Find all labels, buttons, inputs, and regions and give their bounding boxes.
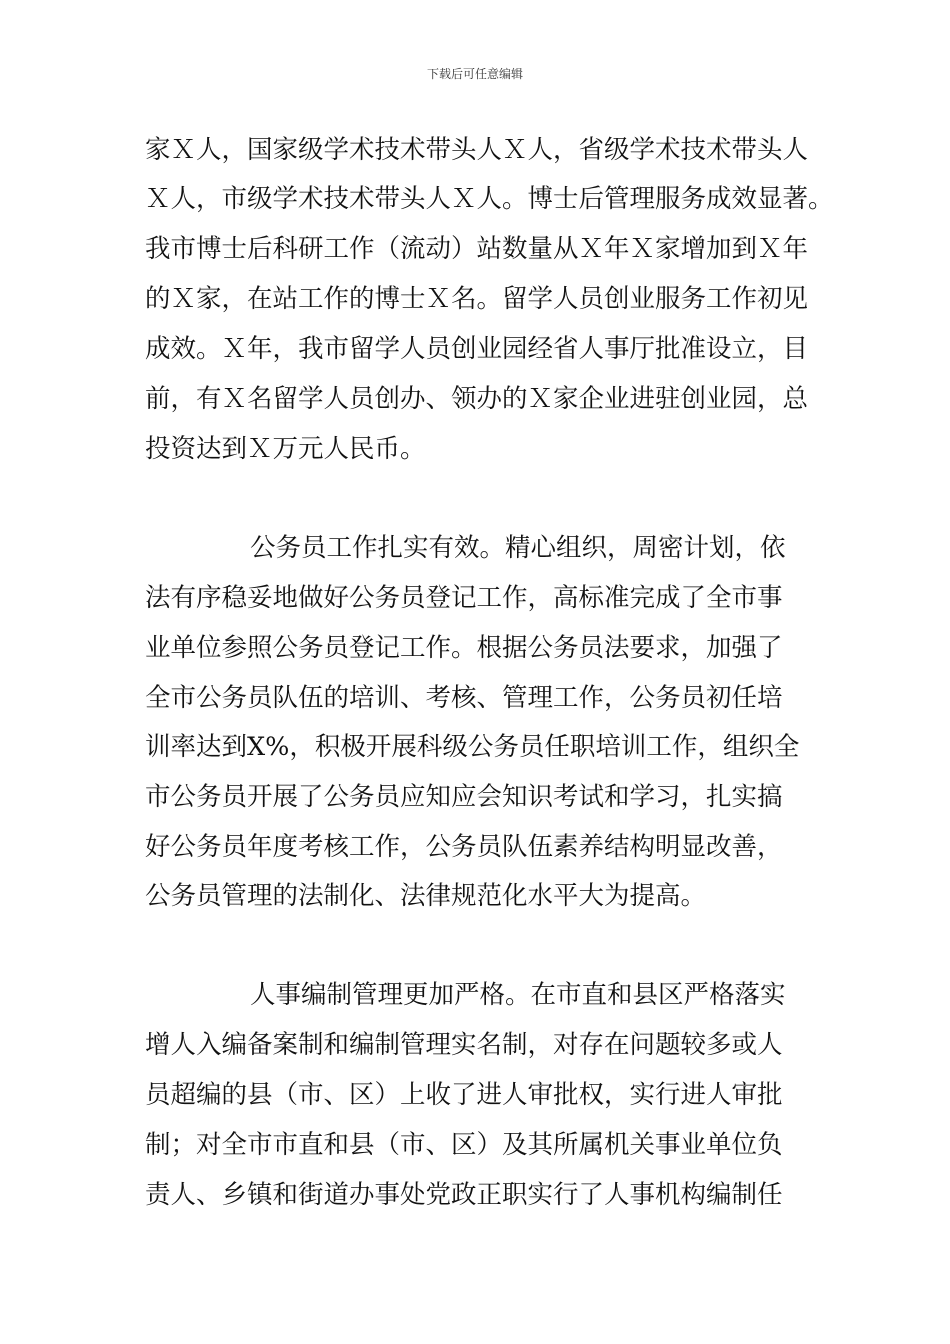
text-line: 人事编制管理更加严格。在市直和县区严格落实: [250, 980, 786, 1010]
text-line: Ｘ人，市级学术技术带头人Ｘ人。博士后管理服务成效显著。: [145, 184, 834, 214]
text-line: 公务员管理的法制化、法律规范化水平大为提高。: [145, 881, 707, 911]
text-line: 公务员工作扎实有效。精心组织，周密计划，依: [250, 533, 786, 563]
text-line: 家Ｘ人，国家级学术技术带头人Ｘ人，省级学术技术带头人: [145, 135, 809, 165]
page-header: 下载后可任意编辑: [426, 67, 523, 81]
text-line: 责人、乡镇和街道办事处党政正职实行了人事机构编制任: [145, 1180, 783, 1210]
text-line: 全市公务员队伍的培训、考核、管理工作，公务员初任培: [145, 683, 783, 713]
text-line: 成效。Ｘ年，我市留学人员创业园经省人事厅批准设立，目: [145, 334, 809, 364]
text-line: 好公务员年度考核工作，公务员队伍素养结构明显改善，: [145, 832, 783, 862]
text-line: 市公务员开展了公务员应知应会知识考试和学习，扎实搞: [145, 782, 783, 812]
text-line: 投资达到Ｘ万元人民币。: [145, 434, 426, 464]
text-line: 我市博士后科研工作（流动）站数量从Ｘ年Ｘ家增加到Ｘ年: [145, 234, 809, 264]
text-line: 员超编的县（市、区）上收了进人审批权，实行进人审批: [145, 1080, 783, 1110]
text-line: 增人入编备案制和编制管理实名制，对存在问题较多或人: [145, 1030, 783, 1060]
text-line: 训率达到X%，积极开展科级公务员任职培训工作，组织全: [145, 732, 800, 762]
text-line: 制；对全市市直和县（市、区）及其所属机关事业单位负: [145, 1130, 783, 1160]
text-line: 的Ｘ家，在站工作的博士Ｘ名。留学人员创业服务工作初见: [145, 284, 809, 314]
text-line: 法有序稳妥地做好公务员登记工作，高标准完成了全市事: [145, 583, 783, 613]
text-line: 前，有Ｘ名留学人员创办、领办的Ｘ家企业进驻创业园，总: [145, 384, 809, 414]
text-line: 业单位参照公务员登记工作。根据公务员法要求，加强了: [145, 633, 783, 663]
